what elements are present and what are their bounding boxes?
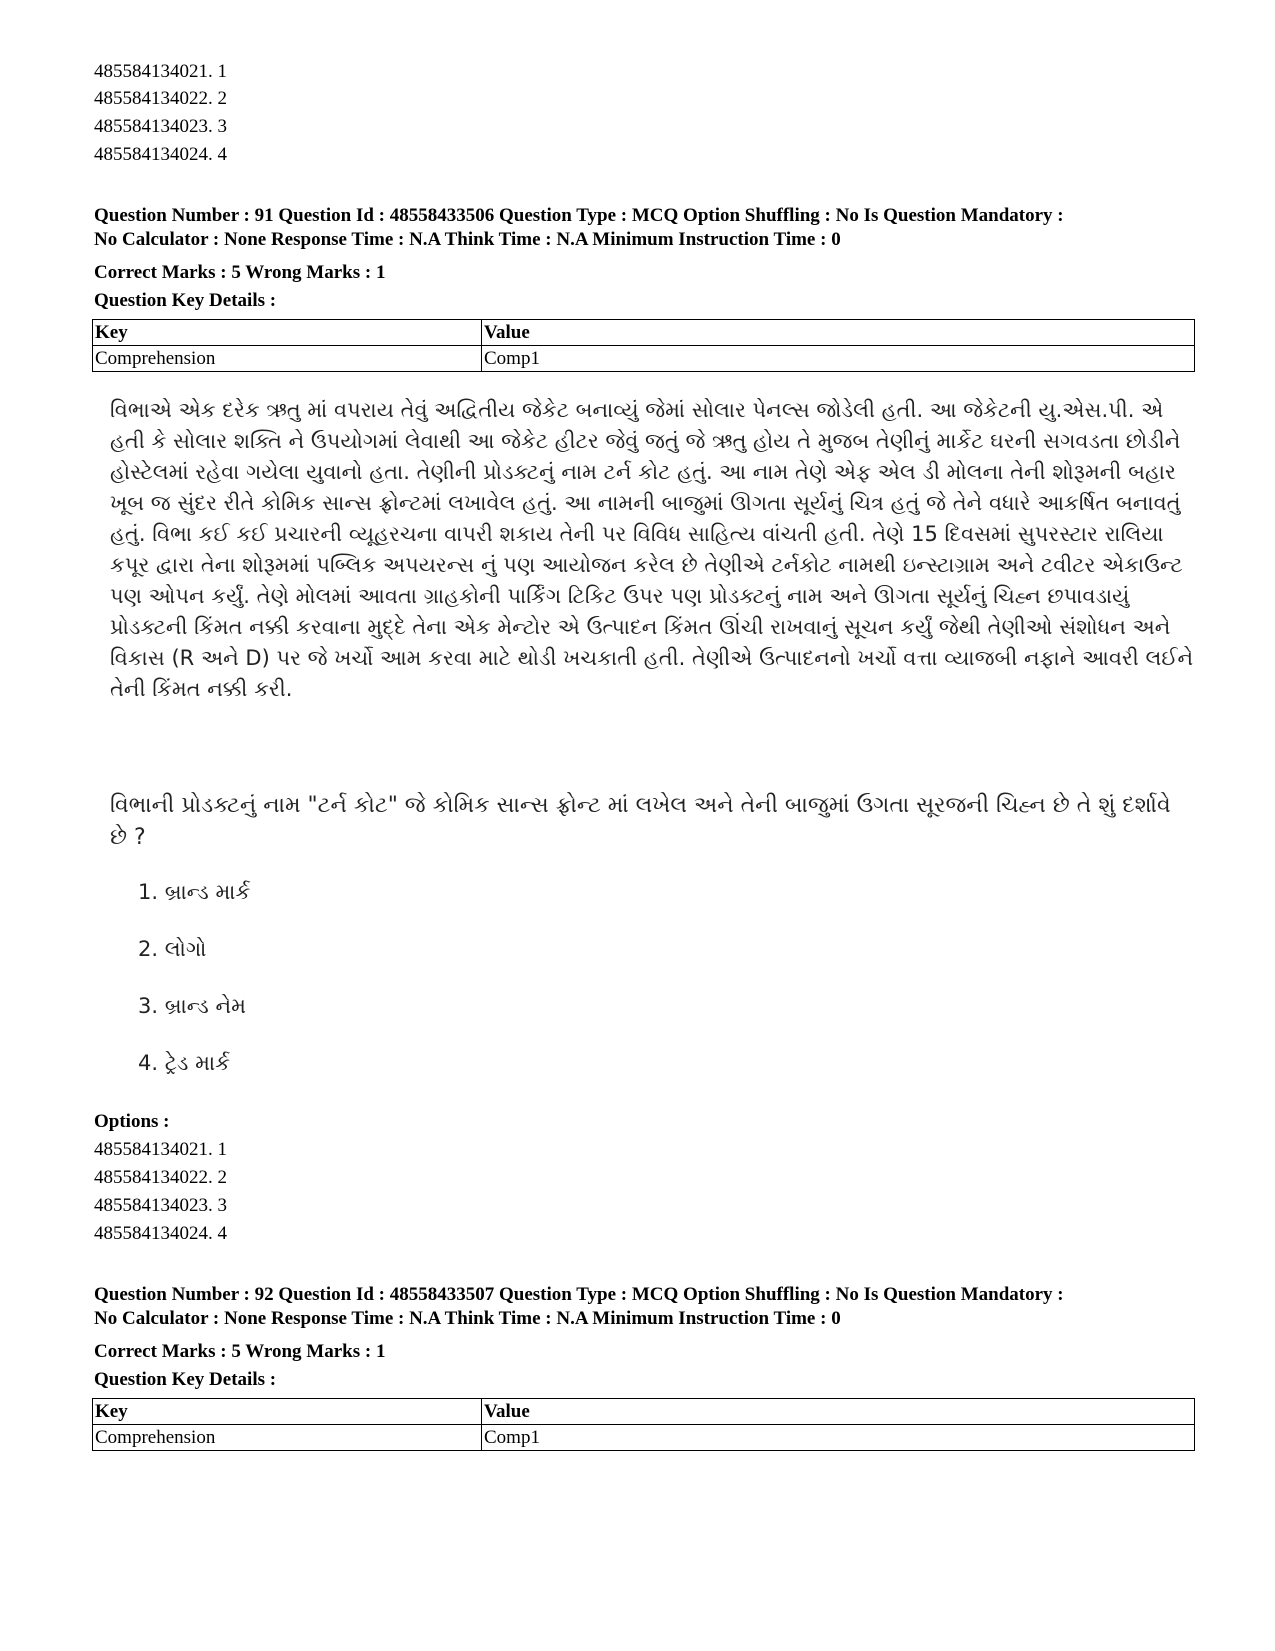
marks-line: Correct Marks : 5 Wrong Marks : 1 (94, 1341, 386, 1362)
key-details-table (92, 319, 1195, 372)
table-header-row (93, 1399, 1195, 1425)
comprehension-passage: વિભાએ એક દરેક ઋતુ માં વપરાય તેવું અદ્વિતીય જેકેટ બનાવ્યું જેમાં સોલાર પેનલ્સ જોડેલી હતી. આ જેકેટની યુ.એસ.પી. એ હતી કે સોલાર શક્તિ ને ઉપયોગમાં લેવાથી આ જેકેટ હીટર જેવું જતું જે ઋતુ હોય તે મુજબ તેણીનું માર્કેટ ઘરની સગવડતા છોડીને હોસ્ટેલમાં રહેવા ગયેલા યુવાનો હતા. તેણીની પ્રોડક્ટનું નામ ટર્ન કોટ હતું. આ નામ તેણે એફ એલ ડી મોલના તેની શોરૂમની બહાર ખૂબ જ સુંદર રીતે કોમિક સાન્સ ફ્રોન્ટમાં લખાવેલ હતું. આ નામની બાજુમાં ઊગતા સૂર્યનું ચિત્ર હતું જે તેને વધારે આકર્ષિત બનાવતું હતું. વિભા કઈ કઈ પ્રચારની વ્યૂહરચના વાપરી શકાય તેની પર વિવિધ સાહિત્ય વાંચતી હતી. તેણે 15 દિવસમાં સુપરસ્ટાર રાલિયા કપૂર દ્વારા તેના શોરૂમમાં પબ્લિક અપયરન્સ નું પણ આયોજન કરેલ છે તેણીએ ટર્નકોટ નામથી ઇન્સ્ટાગ્રામ અને ટવીટર એકાઉન્ટ પણ ઓપન કર્યું. તેણે મોલમાં આવતા ગ્રાહકોની પાર્કિંગ ટિકિટ ઉપર પણ પ્રોડક્ટનું નામ અને ઊગતા સૂર્યનું ચિહ્ન છપાવડાયું પ્રોડક્ટની કિંમત નક્કી કરવાના મુદ્દે તેના એક મેન્ટોર એ ઉત્પાદન કિંમત ઊંચી રાખવાનું સૂચન કર્યું જેથી તેણીઓ સંશોધન અને વિકાસ (R અને D) પર જે ખર્ચો આમ કરવા માટે થોડી ખચકાતી હતી. તેણીએ ઉત્પાદનનો ખર્ચો વત્તા વ્યાજબી નફાને આવરી લઈને તેની કિંમત નક્કી કરી. (110, 398, 1194, 701)
question-header (94, 1283, 1204, 1331)
option-line: 485584134023. 3 (94, 116, 227, 137)
table-cell-value: Comp1 (482, 1425, 1195, 1451)
table-header-key: Key (93, 320, 482, 346)
table-row (93, 1425, 1195, 1451)
question-header-line: Question Number : 92 Question Id : 48558433507 Question Type : MCQ Option Shuffling : No Is Question Mandatory : (94, 1284, 1064, 1305)
question-header (94, 204, 1204, 252)
marks-line: Correct Marks : 5 Wrong Marks : 1 (94, 262, 386, 283)
answer-choice: 2. લોગો (138, 937, 207, 961)
option-line: 485584134024. 4 (94, 144, 227, 165)
table-cell-key: Comprehension (93, 1425, 482, 1451)
answer-choice: 4. ટ્રેડ માર્ક (138, 1051, 230, 1075)
question-header-line: Question Number : 91 Question Id : 48558433506 Question Type : MCQ Option Shuffling : No Is Question Mandatory : (94, 205, 1064, 226)
option-line: 485584134022. 2 (94, 88, 227, 109)
option-line: 485584134024. 4 (94, 1223, 227, 1244)
option-line: 485584134021. 1 (94, 1139, 227, 1160)
table-cell-key: Comprehension (93, 346, 482, 372)
table-row (93, 346, 1195, 372)
table-header-key: Key (93, 1399, 482, 1425)
table-header-value: Value (482, 1399, 1195, 1425)
option-line: 485584134023. 3 (94, 1195, 227, 1216)
question-header-line: No Calculator : None Response Time : N.A Think Time : N.A Minimum Instruction Time : 0 (94, 229, 841, 250)
answer-choice: 3. બ્રાન્ડ નેમ (138, 994, 246, 1018)
table-cell-value: Comp1 (482, 346, 1195, 372)
table-header-row (93, 320, 1195, 346)
key-details-table (92, 1398, 1195, 1451)
answer-choice: 1. બ્રાન્ડ માર્ક (138, 880, 251, 904)
options-label: Options : (94, 1111, 170, 1132)
option-line: 485584134022. 2 (94, 1167, 227, 1188)
question-text: વિભાની પ્રોડક્ટનું નામ "ટર્ન કોટ" જે કોમિક સાન્સ ફ્રોન્ટ માં લખેલ અને તેની બાજુમાં ઉગતા સૂરજની ચિહ્ન છે તે શું દર્શાવે છે ? (110, 793, 1171, 850)
table-header-value: Value (482, 320, 1195, 346)
key-details-label: Question Key Details : (94, 1369, 277, 1390)
key-details-label: Question Key Details : (94, 290, 277, 311)
option-line: 485584134021. 1 (94, 61, 227, 82)
question-header-line: No Calculator : None Response Time : N.A Think Time : N.A Minimum Instruction Time : 0 (94, 1308, 841, 1329)
